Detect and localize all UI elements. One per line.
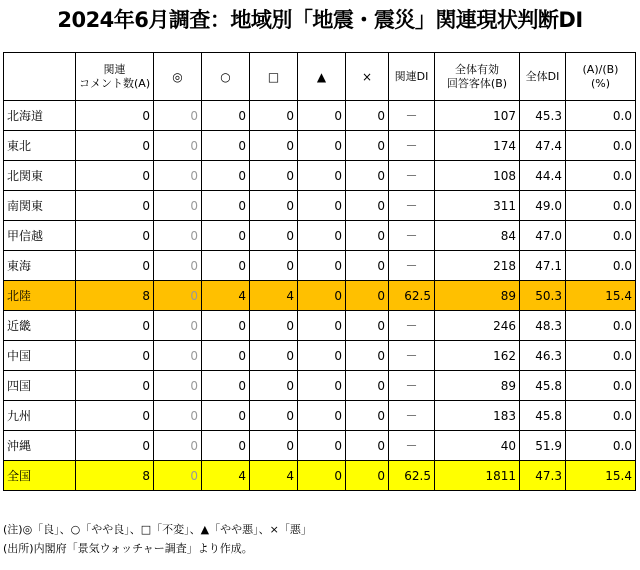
ratio-cell: 0.0: [566, 431, 636, 461]
circle-cell: 0: [202, 161, 250, 191]
ratio-cell: 15.4: [566, 461, 636, 491]
circle-cell: 0: [202, 401, 250, 431]
overall-di-cell: 51.9: [520, 431, 566, 461]
valid-total-cell: 183: [435, 401, 520, 431]
ratio-cell: 0.0: [566, 131, 636, 161]
cross-cell: 0: [346, 341, 389, 371]
triangle-cell: 0: [298, 431, 346, 461]
triangle-cell: 0: [298, 461, 346, 491]
cross-cell: 0: [346, 221, 389, 251]
ratio-cell: 0.0: [566, 371, 636, 401]
ratio-cell: 15.4: [566, 281, 636, 311]
di-table: [3, 52, 636, 491]
double-circle-cell: 0: [154, 431, 202, 461]
region-cell: 甲信越: [4, 221, 76, 251]
square-cell: 0: [250, 311, 298, 341]
table-row: [4, 281, 636, 311]
double-circle-cell: 0: [154, 461, 202, 491]
related-count-cell: 8: [76, 281, 154, 311]
header-related-di: 関連DI: [389, 53, 435, 101]
double-circle-cell: 0: [154, 401, 202, 431]
header-related-count: 関連 コメント数(A): [76, 53, 154, 101]
related-di-cell: －: [389, 161, 435, 191]
overall-di-cell: 46.3: [520, 341, 566, 371]
circle-cell: 0: [202, 191, 250, 221]
square-cell: 0: [250, 341, 298, 371]
related-count-cell: 0: [76, 221, 154, 251]
valid-total-cell: 162: [435, 341, 520, 371]
table-row: [4, 401, 636, 431]
related-count-cell: 0: [76, 311, 154, 341]
ratio-cell: 0.0: [566, 191, 636, 221]
header-cross: ×: [346, 53, 389, 101]
region-cell: 九州: [4, 401, 76, 431]
header-valid-total: 全体有効 回答客体(B): [435, 53, 520, 101]
double-circle-cell: 0: [154, 341, 202, 371]
table-row: [4, 431, 636, 461]
header-region: [4, 53, 76, 101]
related-count-cell: 0: [76, 251, 154, 281]
valid-total-cell: 108: [435, 161, 520, 191]
ratio-cell: 0.0: [566, 221, 636, 251]
triangle-cell: 0: [298, 341, 346, 371]
header-square: □: [250, 53, 298, 101]
triangle-cell: 0: [298, 221, 346, 251]
ratio-cell: 0.0: [566, 401, 636, 431]
cross-cell: 0: [346, 431, 389, 461]
region-cell: 東北: [4, 131, 76, 161]
related-di-cell: －: [389, 371, 435, 401]
header-double-circle: ◎: [154, 53, 202, 101]
header-overall-di: 全体DI: [520, 53, 566, 101]
header-circle: ○: [202, 53, 250, 101]
region-cell: 四国: [4, 371, 76, 401]
related-di-cell: －: [389, 131, 435, 161]
triangle-cell: 0: [298, 251, 346, 281]
valid-total-cell: 218: [435, 251, 520, 281]
region-cell: 東海: [4, 251, 76, 281]
overall-di-cell: 47.0: [520, 221, 566, 251]
square-cell: 0: [250, 371, 298, 401]
table-row: [4, 131, 636, 161]
related-di-cell: －: [389, 221, 435, 251]
overall-di-cell: 47.3: [520, 461, 566, 491]
related-count-cell: 8: [76, 461, 154, 491]
square-cell: 0: [250, 191, 298, 221]
ratio-cell: 0.0: [566, 341, 636, 371]
related-di-cell: －: [389, 341, 435, 371]
square-cell: 0: [250, 161, 298, 191]
double-circle-cell: 0: [154, 281, 202, 311]
valid-total-cell: 246: [435, 311, 520, 341]
related-count-cell: 0: [76, 371, 154, 401]
double-circle-cell: 0: [154, 251, 202, 281]
related-count-cell: 0: [76, 191, 154, 221]
double-circle-cell: 0: [154, 131, 202, 161]
table-row: [4, 341, 636, 371]
valid-total-cell: 89: [435, 281, 520, 311]
valid-total-cell: 40: [435, 431, 520, 461]
header-row: [4, 53, 636, 101]
related-di-cell: 62.5: [389, 281, 435, 311]
square-cell: 0: [250, 251, 298, 281]
cross-cell: 0: [346, 401, 389, 431]
table-row: [4, 191, 636, 221]
double-circle-cell: 0: [154, 191, 202, 221]
triangle-cell: 0: [298, 311, 346, 341]
ratio-cell: 0.0: [566, 161, 636, 191]
valid-total-cell: 1811: [435, 461, 520, 491]
related-di-cell: 62.5: [389, 461, 435, 491]
related-di-cell: －: [389, 251, 435, 281]
overall-di-cell: 45.8: [520, 401, 566, 431]
square-cell: 0: [250, 221, 298, 251]
square-cell: 0: [250, 101, 298, 131]
region-cell: 近畿: [4, 311, 76, 341]
valid-total-cell: 84: [435, 221, 520, 251]
table-row: [4, 161, 636, 191]
header-triangle: ▲: [298, 53, 346, 101]
valid-total-cell: 89: [435, 371, 520, 401]
cross-cell: 0: [346, 371, 389, 401]
region-cell: 北海道: [4, 101, 76, 131]
triangle-cell: 0: [298, 371, 346, 401]
ratio-cell: 0.0: [566, 311, 636, 341]
circle-cell: 0: [202, 101, 250, 131]
circle-cell: 0: [202, 311, 250, 341]
related-di-cell: －: [389, 401, 435, 431]
footnotes: [3, 520, 312, 558]
region-cell: 北関東: [4, 161, 76, 191]
cross-cell: 0: [346, 251, 389, 281]
double-circle-cell: 0: [154, 101, 202, 131]
circle-cell: 0: [202, 221, 250, 251]
related-di-cell: －: [389, 431, 435, 461]
overall-di-cell: 48.3: [520, 311, 566, 341]
page-title: 2024年6月調査：地域別「地震・震災」関連現状判断DI: [57, 8, 583, 32]
circle-cell: 4: [202, 461, 250, 491]
related-count-cell: 0: [76, 341, 154, 371]
double-circle-cell: 0: [154, 221, 202, 251]
overall-di-cell: 47.1: [520, 251, 566, 281]
valid-total-cell: 174: [435, 131, 520, 161]
overall-di-cell: 44.4: [520, 161, 566, 191]
cross-cell: 0: [346, 461, 389, 491]
circle-cell: 0: [202, 131, 250, 161]
square-cell: 0: [250, 401, 298, 431]
overall-di-cell: 45.3: [520, 101, 566, 131]
square-cell: 4: [250, 281, 298, 311]
triangle-cell: 0: [298, 401, 346, 431]
related-count-cell: 0: [76, 101, 154, 131]
ratio-cell: 0.0: [566, 251, 636, 281]
region-cell: 北陸: [4, 281, 76, 311]
double-circle-cell: 0: [154, 371, 202, 401]
related-count-cell: 0: [76, 131, 154, 161]
table-row: [4, 221, 636, 251]
region-cell: 南関東: [4, 191, 76, 221]
region-cell: 全国: [4, 461, 76, 491]
overall-di-cell: 49.0: [520, 191, 566, 221]
circle-cell: 0: [202, 431, 250, 461]
triangle-cell: 0: [298, 101, 346, 131]
cross-cell: 0: [346, 281, 389, 311]
overall-di-cell: 50.3: [520, 281, 566, 311]
table-row: [4, 311, 636, 341]
double-circle-cell: 0: [154, 311, 202, 341]
region-cell: 中国: [4, 341, 76, 371]
cross-cell: 0: [346, 101, 389, 131]
table-row: [4, 251, 636, 281]
square-cell: 0: [250, 131, 298, 161]
related-count-cell: 0: [76, 401, 154, 431]
related-di-cell: －: [389, 191, 435, 221]
circle-cell: 0: [202, 371, 250, 401]
header-ratio: (A)/(B) (%): [566, 53, 636, 101]
circle-cell: 0: [202, 341, 250, 371]
triangle-cell: 0: [298, 281, 346, 311]
double-circle-cell: 0: [154, 161, 202, 191]
related-count-cell: 0: [76, 161, 154, 191]
related-di-cell: －: [389, 311, 435, 341]
cross-cell: 0: [346, 191, 389, 221]
circle-cell: 0: [202, 251, 250, 281]
valid-total-cell: 311: [435, 191, 520, 221]
region-cell: 沖縄: [4, 431, 76, 461]
cross-cell: 0: [346, 131, 389, 161]
table-row: [4, 101, 636, 131]
triangle-cell: 0: [298, 161, 346, 191]
ratio-cell: 0.0: [566, 101, 636, 131]
related-count-cell: 0: [76, 431, 154, 461]
cross-cell: 0: [346, 161, 389, 191]
note-legend: (注)◎「良」、○「やや良」、□「不変」、▲「やや悪」、×「悪」: [3, 523, 312, 536]
square-cell: 0: [250, 431, 298, 461]
table-row: [4, 371, 636, 401]
valid-total-cell: 107: [435, 101, 520, 131]
overall-di-cell: 45.8: [520, 371, 566, 401]
triangle-cell: 0: [298, 131, 346, 161]
related-di-cell: －: [389, 101, 435, 131]
triangle-cell: 0: [298, 191, 346, 221]
circle-cell: 4: [202, 281, 250, 311]
note-source: (出所)内閣府「景気ウォッチャー調査」より作成。: [3, 542, 253, 555]
overall-di-cell: 47.4: [520, 131, 566, 161]
cross-cell: 0: [346, 311, 389, 341]
square-cell: 4: [250, 461, 298, 491]
table-row: [4, 461, 636, 491]
